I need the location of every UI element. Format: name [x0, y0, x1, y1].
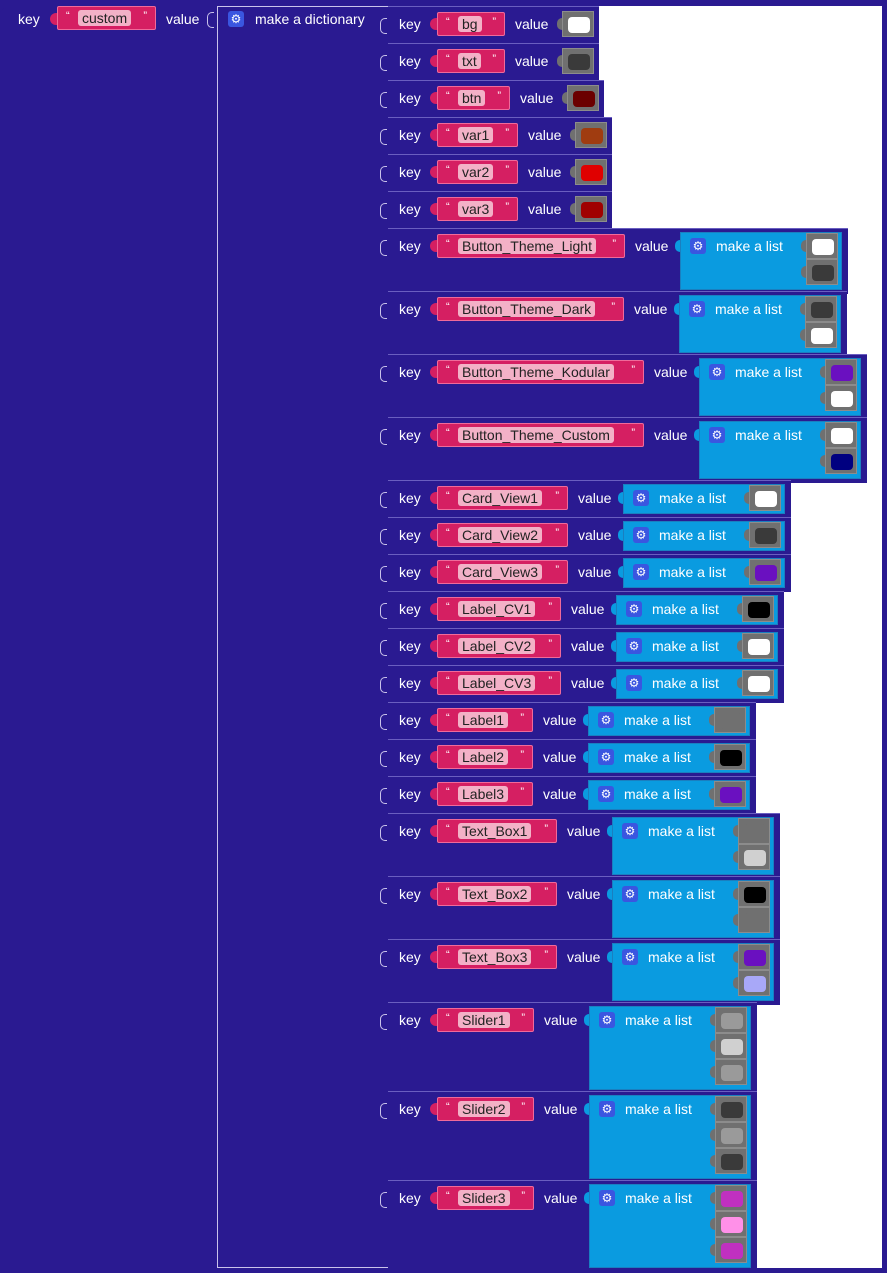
key-text[interactable]: Text_Box2 — [458, 886, 531, 902]
quote-close-mark: ” — [143, 10, 147, 22]
key-string-block[interactable] — [437, 819, 557, 843]
key-text[interactable]: Label_CV3 — [458, 675, 535, 691]
pair-socket — [380, 751, 387, 767]
pair-value-label: value — [654, 364, 688, 380]
key-text[interactable]: Text_Box3 — [458, 949, 531, 965]
color-swatch[interactable] — [721, 1039, 743, 1055]
make-list-label: make a list — [624, 749, 691, 765]
make-list-label: make a list — [735, 364, 802, 380]
color-block[interactable] — [825, 448, 857, 474]
dictionary-block-label: make a dictionary — [255, 11, 365, 27]
color-block[interactable] — [825, 359, 857, 385]
color-block[interactable] — [575, 159, 607, 185]
color-swatch[interactable] — [812, 239, 834, 255]
key-string-block[interactable] — [437, 1097, 534, 1121]
color-block[interactable] — [749, 522, 781, 548]
color-swatch[interactable] — [720, 713, 742, 729]
key-string-block[interactable] — [437, 486, 568, 510]
color-block[interactable] — [738, 907, 770, 933]
color-block[interactable] — [738, 818, 770, 844]
color-swatch[interactable] — [748, 602, 770, 618]
key-text[interactable]: Label2 — [458, 749, 508, 765]
key-string-block[interactable] — [437, 234, 625, 258]
quote-open-mark: “ — [446, 238, 450, 250]
pair-key-label: key — [399, 164, 421, 180]
quote-open-mark: “ — [446, 1101, 450, 1113]
pair-value-label: value — [635, 238, 669, 254]
color-block[interactable] — [806, 259, 838, 285]
pair-socket — [380, 92, 387, 108]
pair-socket — [380, 18, 387, 34]
key-string-block[interactable] — [437, 882, 557, 906]
key-string-block[interactable] — [437, 297, 624, 321]
pair-socket — [380, 1014, 387, 1030]
color-block[interactable] — [715, 1096, 747, 1122]
list-mutator-gear-icon[interactable]: ⚙ — [599, 1101, 615, 1117]
list-mutator-gear-icon[interactable]: ⚙ — [598, 712, 614, 728]
quote-close-mark: ” — [544, 823, 548, 835]
pair-key-label: key — [399, 638, 421, 654]
color-block[interactable] — [715, 1033, 747, 1059]
pair-socket — [380, 1103, 387, 1119]
pair-key-label: key — [399, 949, 421, 965]
quote-open-mark: “ — [446, 601, 450, 613]
quote-close-mark: ” — [520, 749, 524, 761]
quote-open-mark: “ — [446, 527, 450, 539]
color-block[interactable] — [738, 881, 770, 907]
quote-close-mark: ” — [521, 1190, 525, 1202]
pair-key-label: key — [399, 601, 421, 617]
quote-open-mark: “ — [446, 712, 450, 724]
quote-open-mark: “ — [446, 1012, 450, 1024]
color-swatch[interactable] — [831, 365, 853, 381]
color-swatch[interactable] — [573, 91, 595, 107]
color-block[interactable] — [715, 1148, 747, 1174]
make-list-label: make a list — [659, 564, 726, 580]
quote-close-mark: ” — [611, 301, 615, 313]
quote-close-mark: ” — [555, 564, 559, 576]
key-text[interactable]: Button_Theme_Kodular — [458, 364, 614, 380]
quote-close-mark: ” — [505, 127, 509, 139]
pair-value-label: value — [634, 301, 668, 317]
key-text[interactable]: Label_CV2 — [458, 638, 535, 654]
list-mutator-gear-icon[interactable]: ⚙ — [622, 823, 638, 839]
pair-key-label: key — [399, 301, 421, 317]
quote-open-mark: “ — [446, 675, 450, 687]
key-string-block[interactable] — [437, 1008, 534, 1032]
key-string-block[interactable] — [437, 423, 644, 447]
color-swatch[interactable] — [721, 1065, 743, 1081]
pair-value-label: value — [578, 527, 612, 543]
pair-value-label: value — [543, 786, 577, 802]
pair-socket — [380, 366, 387, 382]
pair-value-label: value — [528, 164, 562, 180]
color-block[interactable] — [806, 233, 838, 259]
pair-value-label: value — [578, 490, 612, 506]
quote-close-mark: ” — [631, 427, 635, 439]
color-swatch[interactable] — [831, 428, 853, 444]
quote-close-mark: ” — [521, 1012, 525, 1024]
make-list-label: make a list — [652, 601, 719, 617]
pair-value-label: value — [544, 1101, 578, 1117]
pair-value-label: value — [515, 53, 549, 69]
color-swatch[interactable] — [744, 950, 766, 966]
pair-value-label: value — [544, 1190, 578, 1206]
color-block[interactable] — [567, 85, 599, 111]
pair-socket — [380, 303, 387, 319]
quote-close-mark: ” — [544, 949, 548, 961]
quote-open-mark: “ — [446, 364, 450, 376]
outer-value-socket — [207, 12, 214, 28]
list-mutator-gear-icon[interactable]: ⚙ — [598, 786, 614, 802]
key-string-block[interactable] — [437, 745, 533, 769]
color-block[interactable] — [714, 744, 746, 770]
list-mutator-gear-icon[interactable]: ⚙ — [599, 1190, 615, 1206]
make-list-label: make a list — [716, 238, 783, 254]
pair-socket — [380, 888, 387, 904]
color-swatch[interactable] — [581, 202, 603, 218]
list-mutator-gear-icon[interactable]: ⚙ — [633, 527, 649, 543]
make-list-label: make a list — [624, 712, 691, 728]
pair-key-label: key — [399, 823, 421, 839]
pair-socket — [380, 566, 387, 582]
key-text[interactable]: Text_Box1 — [458, 823, 531, 839]
quote-open-mark: “ — [446, 638, 450, 650]
color-block[interactable] — [714, 707, 746, 733]
pair-key-label: key — [399, 1101, 421, 1117]
color-block[interactable] — [714, 781, 746, 807]
pair-key-label: key — [399, 16, 421, 32]
quote-open-mark: “ — [66, 10, 70, 22]
pair-socket — [380, 788, 387, 804]
key-string-block[interactable] — [437, 12, 505, 36]
quote-open-mark: “ — [446, 949, 450, 961]
list-mutator-gear-icon[interactable]: ⚙ — [622, 949, 638, 965]
color-block[interactable] — [738, 970, 770, 996]
key-text[interactable]: Card_View3 — [458, 564, 542, 580]
key-text[interactable]: btn — [458, 90, 485, 106]
quote-open-mark: “ — [446, 127, 450, 139]
list-mutator-gear-icon[interactable]: ⚙ — [709, 427, 725, 443]
pair-value-label: value — [528, 127, 562, 143]
pair-value-label: value — [544, 1012, 578, 1028]
quote-close-mark: ” — [492, 53, 496, 65]
quote-close-mark: ” — [612, 238, 616, 250]
dictionary-mutator-gear-icon[interactable]: ⚙ — [228, 11, 244, 27]
outer-key-text[interactable]: custom — [78, 10, 131, 26]
make-list-label: make a list — [648, 886, 715, 902]
quote-open-mark: “ — [446, 490, 450, 502]
key-string-block[interactable] — [437, 782, 533, 806]
pair-socket — [380, 825, 387, 841]
key-text[interactable]: Slider2 — [458, 1101, 510, 1117]
quote-open-mark: “ — [446, 164, 450, 176]
key-text[interactable]: txt — [458, 53, 481, 69]
quote-open-mark: “ — [446, 53, 450, 65]
pair-value-label: value — [567, 886, 601, 902]
color-swatch[interactable] — [744, 824, 766, 840]
list-mutator-gear-icon[interactable]: ⚙ — [626, 601, 642, 617]
pair-socket — [380, 492, 387, 508]
color-swatch[interactable] — [755, 491, 777, 507]
pair-value-label: value — [543, 712, 577, 728]
color-swatch[interactable] — [720, 787, 742, 803]
key-string-block[interactable] — [437, 560, 568, 584]
color-block[interactable] — [715, 1122, 747, 1148]
pair-value-label: value — [567, 823, 601, 839]
list-mutator-gear-icon[interactable]: ⚙ — [599, 1012, 615, 1028]
pair-socket — [380, 240, 387, 256]
quote-close-mark: ” — [492, 16, 496, 28]
key-text[interactable]: Label3 — [458, 786, 508, 802]
quote-close-mark: ” — [505, 164, 509, 176]
color-block[interactable] — [805, 296, 837, 322]
quote-close-mark: ” — [555, 490, 559, 502]
pair-value-label: value — [571, 601, 605, 617]
pair-socket — [380, 203, 387, 219]
color-block[interactable] — [562, 48, 594, 74]
key-string-block[interactable] — [437, 708, 533, 732]
key-text[interactable]: var3 — [458, 201, 493, 217]
color-block[interactable] — [825, 422, 857, 448]
color-swatch[interactable] — [811, 302, 833, 318]
key-text[interactable]: Button_Theme_Light — [458, 238, 596, 254]
pair-socket — [380, 951, 387, 967]
list-mutator-gear-icon[interactable]: ⚙ — [622, 886, 638, 902]
quote-close-mark: ” — [548, 675, 552, 687]
color-swatch[interactable] — [831, 454, 853, 470]
quote-open-mark: “ — [446, 786, 450, 798]
pair-key-label: key — [399, 675, 421, 691]
list-mutator-gear-icon[interactable]: ⚙ — [626, 675, 642, 691]
pair-key-label: key — [399, 1012, 421, 1028]
quote-close-mark: ” — [505, 201, 509, 213]
quote-close-mark: ” — [555, 527, 559, 539]
pair-key-label: key — [399, 564, 421, 580]
color-block[interactable] — [805, 322, 837, 348]
color-block[interactable] — [742, 633, 774, 659]
quote-open-mark: “ — [446, 90, 450, 102]
make-list-label: make a list — [625, 1101, 692, 1117]
key-text[interactable]: Button_Theme_Dark — [458, 301, 595, 317]
color-swatch[interactable] — [755, 528, 777, 544]
key-text[interactable]: bg — [458, 16, 482, 32]
key-text[interactable]: Label1 — [458, 712, 508, 728]
make-list-label: make a list — [652, 675, 719, 691]
quote-close-mark: ” — [497, 90, 501, 102]
color-swatch[interactable] — [721, 1217, 743, 1233]
color-block[interactable] — [715, 1059, 747, 1085]
key-string-block[interactable] — [437, 945, 557, 969]
make-list-label: make a list — [715, 301, 782, 317]
color-swatch[interactable] — [721, 1102, 743, 1118]
key-string-block[interactable] — [437, 523, 568, 547]
pair-socket — [380, 603, 387, 619]
quote-close-mark: ” — [548, 601, 552, 613]
color-swatch[interactable] — [721, 1243, 743, 1259]
pair-value-label: value — [515, 16, 549, 32]
list-mutator-gear-icon[interactable]: ⚙ — [633, 490, 649, 506]
outer-block-plug — [0, 8, 8, 22]
pair-key-label: key — [399, 90, 421, 106]
color-swatch[interactable] — [744, 850, 766, 866]
color-block[interactable] — [738, 844, 770, 870]
quote-open-mark: “ — [446, 749, 450, 761]
color-block[interactable] — [749, 559, 781, 585]
key-string-block[interactable] — [437, 49, 505, 73]
quote-open-mark: “ — [446, 564, 450, 576]
list-mutator-gear-icon[interactable]: ⚙ — [690, 238, 706, 254]
quote-open-mark: “ — [446, 1190, 450, 1202]
make-list-label: make a list — [652, 638, 719, 654]
color-block[interactable] — [562, 11, 594, 37]
pair-socket — [380, 166, 387, 182]
key-text[interactable]: Card_View1 — [458, 490, 542, 506]
color-swatch[interactable] — [721, 1154, 743, 1170]
color-block[interactable] — [742, 670, 774, 696]
key-text[interactable]: var1 — [458, 127, 493, 143]
quote-close-mark: ” — [631, 364, 635, 376]
list-mutator-gear-icon[interactable]: ⚙ — [626, 638, 642, 654]
key-string-block[interactable] — [437, 360, 644, 384]
color-swatch[interactable] — [748, 676, 770, 692]
list-mutator-gear-icon[interactable]: ⚙ — [709, 364, 725, 380]
key-string-block[interactable] — [437, 160, 518, 184]
list-mutator-gear-icon[interactable]: ⚙ — [598, 749, 614, 765]
quote-open-mark: “ — [446, 201, 450, 213]
color-block[interactable] — [575, 122, 607, 148]
color-swatch[interactable] — [581, 128, 603, 144]
color-swatch[interactable] — [811, 328, 833, 344]
pair-value-label: value — [654, 427, 688, 443]
outer-key-string-block[interactable] — [57, 6, 156, 30]
pair-value-label: value — [571, 638, 605, 654]
key-string-block[interactable] — [437, 597, 561, 621]
quote-open-mark: “ — [446, 427, 450, 439]
color-swatch[interactable] — [744, 976, 766, 992]
make-list-label: make a list — [648, 949, 715, 965]
color-block[interactable] — [742, 596, 774, 622]
color-swatch[interactable] — [744, 913, 766, 929]
color-swatch[interactable] — [568, 54, 590, 70]
pair-value-label: value — [543, 749, 577, 765]
pair-key-label: key — [399, 527, 421, 543]
color-block[interactable] — [825, 385, 857, 411]
pair-key-label: key — [399, 749, 421, 765]
color-swatch[interactable] — [748, 639, 770, 655]
pair-value-label: value — [578, 564, 612, 580]
pair-key-label: key — [399, 786, 421, 802]
quote-close-mark: ” — [520, 712, 524, 724]
make-list-label: make a list — [659, 490, 726, 506]
pair-key-label: key — [399, 712, 421, 728]
list-mutator-gear-icon[interactable]: ⚙ — [689, 301, 705, 317]
color-block[interactable] — [715, 1211, 747, 1237]
pair-socket — [380, 1192, 387, 1208]
outer-value-label: value — [166, 11, 200, 27]
pair-value-label: value — [528, 201, 562, 217]
make-list-label: make a list — [735, 427, 802, 443]
pair-socket — [380, 714, 387, 730]
pair-key-label: key — [399, 238, 421, 254]
pair-socket — [380, 429, 387, 445]
color-swatch[interactable] — [755, 565, 777, 581]
key-string-block[interactable] — [437, 1186, 534, 1210]
pair-socket — [380, 640, 387, 656]
pair-socket — [380, 677, 387, 693]
color-swatch[interactable] — [720, 750, 742, 766]
color-block[interactable] — [715, 1007, 747, 1033]
make-list-label: make a list — [624, 786, 691, 802]
key-text[interactable]: Slider3 — [458, 1190, 510, 1206]
key-string-block[interactable] — [437, 634, 561, 658]
key-text[interactable]: Button_Theme_Custom — [458, 427, 614, 443]
key-text[interactable]: var2 — [458, 164, 493, 180]
make-list-label: make a list — [659, 527, 726, 543]
color-swatch[interactable] — [721, 1013, 743, 1029]
color-block[interactable] — [715, 1237, 747, 1263]
list-mutator-gear-icon[interactable]: ⚙ — [633, 564, 649, 580]
pair-key-label: key — [399, 1190, 421, 1206]
pair-key-label: key — [399, 201, 421, 217]
pair-key-label: key — [399, 53, 421, 69]
quote-close-mark: ” — [520, 786, 524, 798]
color-block[interactable] — [575, 196, 607, 222]
quote-open-mark: “ — [446, 16, 450, 28]
color-swatch[interactable] — [744, 887, 766, 903]
color-swatch[interactable] — [581, 165, 603, 181]
key-string-block[interactable] — [437, 197, 518, 221]
pair-socket — [380, 55, 387, 71]
quote-close-mark: ” — [521, 1101, 525, 1113]
pair-value-label: value — [567, 949, 601, 965]
make-list-label: make a list — [625, 1190, 692, 1206]
pair-value-label: value — [571, 675, 605, 691]
color-swatch[interactable] — [721, 1128, 743, 1144]
outer-key-label: key — [18, 11, 40, 27]
pair-key-label: key — [399, 364, 421, 380]
key-string-block[interactable] — [437, 86, 510, 110]
quote-open-mark: “ — [446, 823, 450, 835]
color-block[interactable] — [715, 1185, 747, 1211]
quote-close-mark: ” — [548, 638, 552, 650]
color-swatch[interactable] — [721, 1191, 743, 1207]
make-list-label: make a list — [648, 823, 715, 839]
color-swatch[interactable] — [831, 391, 853, 407]
pair-key-label: key — [399, 427, 421, 443]
color-block[interactable] — [749, 485, 781, 511]
key-string-block[interactable] — [437, 123, 518, 147]
pair-value-label: value — [520, 90, 554, 106]
quote-close-mark: ” — [544, 886, 548, 898]
pair-socket — [380, 529, 387, 545]
pair-socket — [380, 129, 387, 145]
key-string-block[interactable] — [437, 671, 561, 695]
quote-open-mark: “ — [446, 886, 450, 898]
key-text[interactable]: Slider1 — [458, 1012, 510, 1028]
pair-key-label: key — [399, 127, 421, 143]
color-swatch[interactable] — [812, 265, 834, 281]
pair-key-label: key — [399, 886, 421, 902]
key-text[interactable]: Label_CV1 — [458, 601, 535, 617]
quote-open-mark: “ — [446, 301, 450, 313]
color-block[interactable] — [738, 944, 770, 970]
make-list-label: make a list — [625, 1012, 692, 1028]
key-text[interactable]: Card_View2 — [458, 527, 542, 543]
pair-key-label: key — [399, 490, 421, 506]
color-swatch[interactable] — [568, 17, 590, 33]
